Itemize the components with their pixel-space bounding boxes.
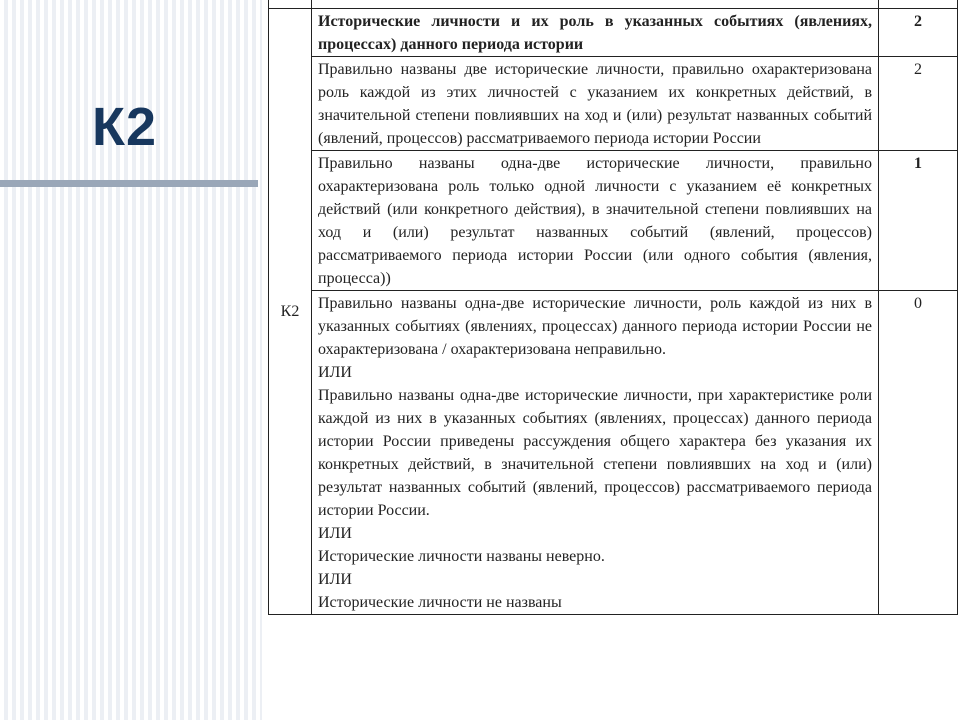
criterion-description [312, 291, 879, 615]
criterion-max-score: 2 [879, 9, 958, 57]
table-row-header [269, 9, 958, 57]
table-row [269, 151, 958, 291]
table-row [269, 57, 958, 151]
description-part: Правильно названы одна-две исторические личности, роль каждой из них в указанных событиях (явлениях, процессах) данного периода истории России не охарактеризована / охарактеризована неправильно. [318, 295, 872, 358]
description-part: Правильно названы одна-две исторические личности, при характеристике роли каждой из них в указанных событиях (явлениях, процессах) данного периода истории России приведены рассуждения общего характера без указания их конкретных действий, в значительной степени повлиявших на ход и (или) результат названных событий (явлений, процессов) рассматриваемого периода истории России. [318, 387, 872, 519]
criterion-description: Правильно названы одна-две исторические личности, правильно охарактеризована роль только одной личности с указанием её конкретных действий (или конкретного действия), в значительной степени повлиявших на ход и (или) результат названных событий (явлений, процессов) рассматриваемого периода истории России (или одного события (явления, процесса)) [312, 151, 879, 291]
criteria-table [268, 0, 958, 615]
criterion-score: 0 [879, 291, 958, 615]
or-separator: ИЛИ [318, 364, 352, 381]
criterion-description: Правильно названы две исторические личности, правильно охарактеризована роль каждой из этих личностей с указанием их конкретных действий, в значительной степени повлиявших на ход и (или) результат названных событий (явлений, процессов) рассматриваемого периода истории России [312, 57, 879, 151]
criterion-score: 1 [879, 151, 958, 291]
description-part: Исторические личности названы неверно. [318, 548, 605, 565]
or-separator: ИЛИ [318, 571, 352, 588]
or-separator: ИЛИ [318, 525, 352, 542]
description-part: Исторические личности не названы [318, 594, 562, 611]
criterion-header-text: Исторические личности и их роль в указанных событиях (явлениях, процессах) данного периода истории [312, 9, 879, 57]
table-row-cut-off [269, 0, 958, 9]
criterion-score: 2 [879, 57, 958, 151]
title-underline-bar [0, 180, 258, 187]
table-row [269, 291, 958, 615]
slide-title: К2 [92, 97, 157, 157]
criterion-code-cell: К2 [269, 9, 312, 615]
